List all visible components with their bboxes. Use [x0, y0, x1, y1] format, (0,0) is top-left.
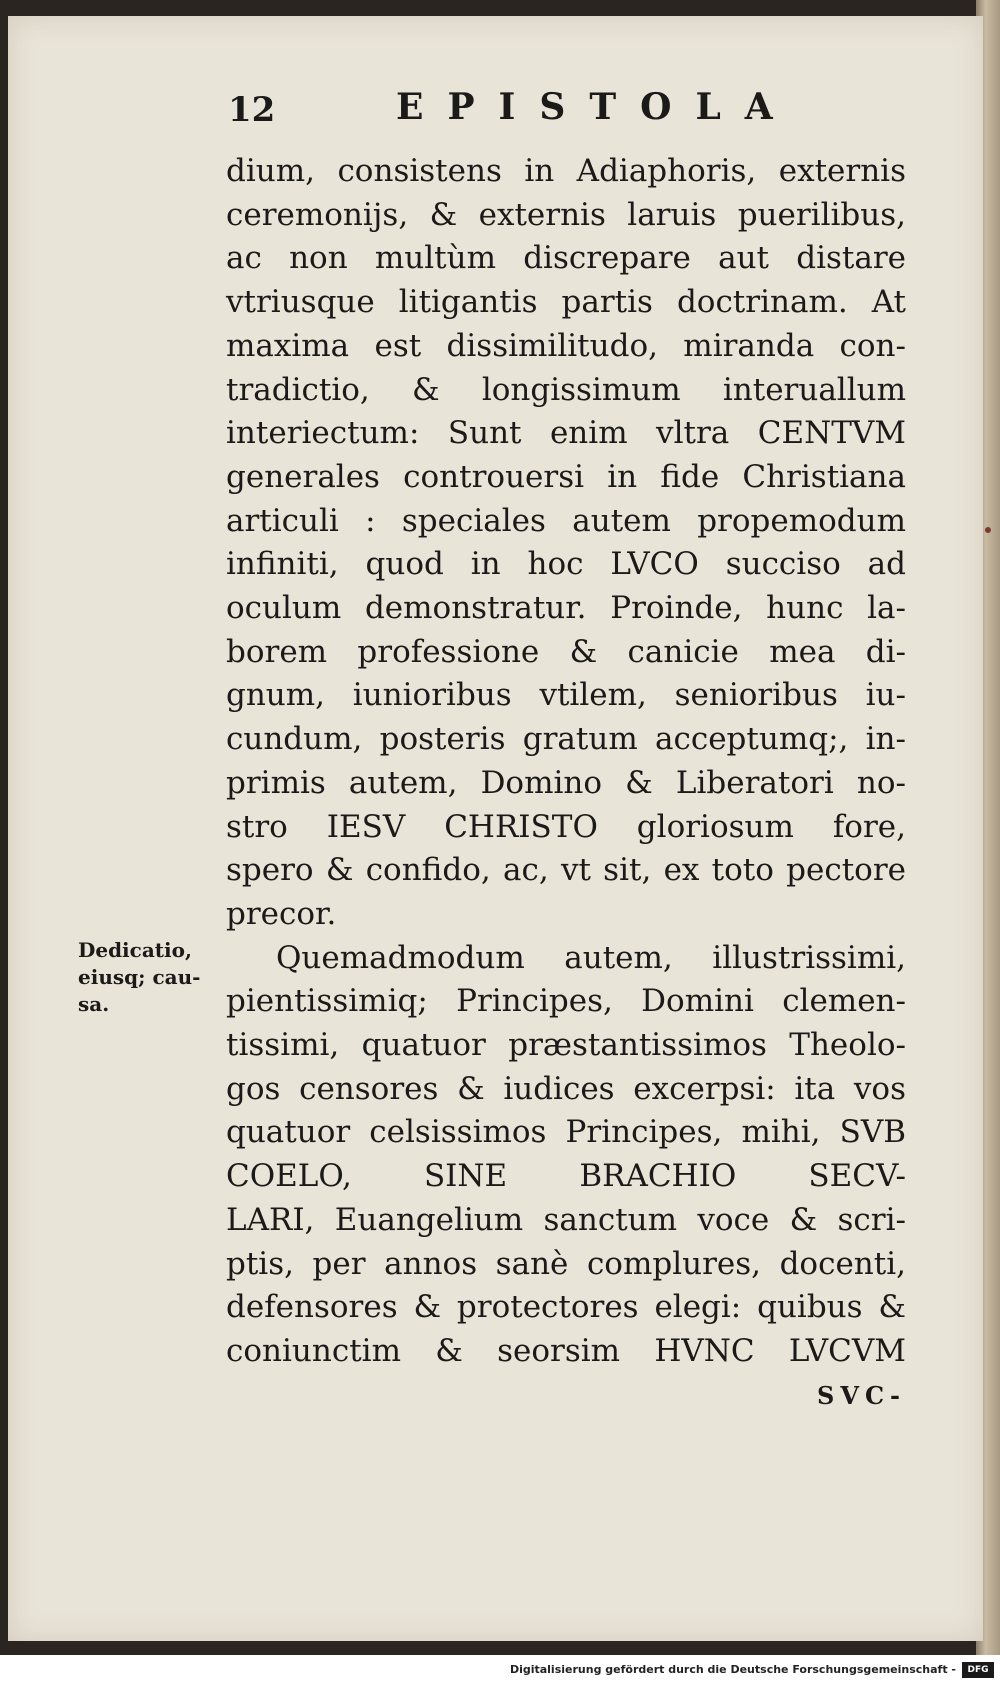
- text-line: cundum, posteris gratum acceptumq;, in-: [226, 721, 906, 758]
- text-line: gnum, iunioribus vtilem, senioribus iu-: [226, 677, 906, 714]
- text-line: stro IESV CHRISTO gloriosum fore,: [226, 808, 906, 845]
- text-line: generales controuersi in fide Christiana: [226, 458, 906, 495]
- text-line: dium, consistens in Adiaphoris, externis: [226, 153, 906, 189]
- text-line: oculum demonstratur. Proinde, hunc la-: [226, 590, 906, 627]
- text-line: COELO, SINE BRACHIO SECV-: [226, 1158, 906, 1195]
- text-line: gos censores & iudices excerpsi: ita vos: [226, 1070, 906, 1107]
- text-line: precor.: [226, 895, 337, 932]
- text-line: interiectum: Sunt enim vltra CENTVM: [226, 415, 906, 452]
- text-line: articuli : speciales autem propemodum: [226, 502, 906, 539]
- marginal-note-line: eiusq; cau-: [78, 965, 201, 989]
- text-line: LARI, Euangelium sanctum voce & scri-: [226, 1201, 906, 1238]
- text-line: quatuor celsissimos Principes, mihi, SVB: [226, 1114, 906, 1151]
- text-line: tissimi, quatuor præstantissimos Theolo-: [226, 1027, 906, 1064]
- text-line: Quemadmodum autem, illustrissimi,: [276, 939, 906, 976]
- running-title: EPISTOLA: [396, 86, 797, 128]
- text-line: coniunctim & seorsim HVNC LVCVM: [226, 1332, 906, 1369]
- text-line: defensores & protectores elegi: quibus &: [226, 1289, 906, 1326]
- page-header: [228, 82, 848, 142]
- marginal-note-line: sa.: [78, 992, 110, 1016]
- digitization-credit: Digitalisierung gefördert durch die Deutsche Forschungsgemeinschaft -: [509, 1663, 956, 1676]
- text-line: borem professione & canicie mea di-: [226, 633, 906, 670]
- text-line: spero & confido, ac, vt sit, ex toto pectore: [226, 852, 906, 889]
- text-line: ptis, per annos sanè complures, docenti,: [226, 1245, 906, 1282]
- text-line: vtriusque litigantis partis doctrinam. At: [226, 284, 906, 321]
- text-line: tradictio, & longissimum interuallum: [226, 371, 906, 408]
- marginal-note-line: Dedicatio,: [78, 938, 192, 962]
- paper-speck: [985, 527, 991, 533]
- footer-bar: [0, 1655, 1000, 1687]
- text-line: primis autem, Domino & Liberatori no-: [226, 764, 906, 801]
- catchword: SVC-: [816, 1380, 906, 1410]
- page-number: 12: [228, 90, 276, 130]
- body-text: [226, 150, 906, 1417]
- text-line: maxima est dissimilitudo, miranda con-: [226, 327, 906, 364]
- text-line: pientissimiq; Principes, Domini clemen-: [226, 983, 906, 1020]
- text-line: ac non multùm discrepare aut distare: [226, 240, 906, 277]
- text-line: ceremonijs, & externis laruis puerilibus,: [226, 196, 906, 233]
- text-line: infiniti, quod in hoc LVCO succiso ad: [226, 546, 906, 583]
- marginal-note: [78, 937, 218, 1018]
- dfg-logo-icon: DFG: [962, 1662, 994, 1678]
